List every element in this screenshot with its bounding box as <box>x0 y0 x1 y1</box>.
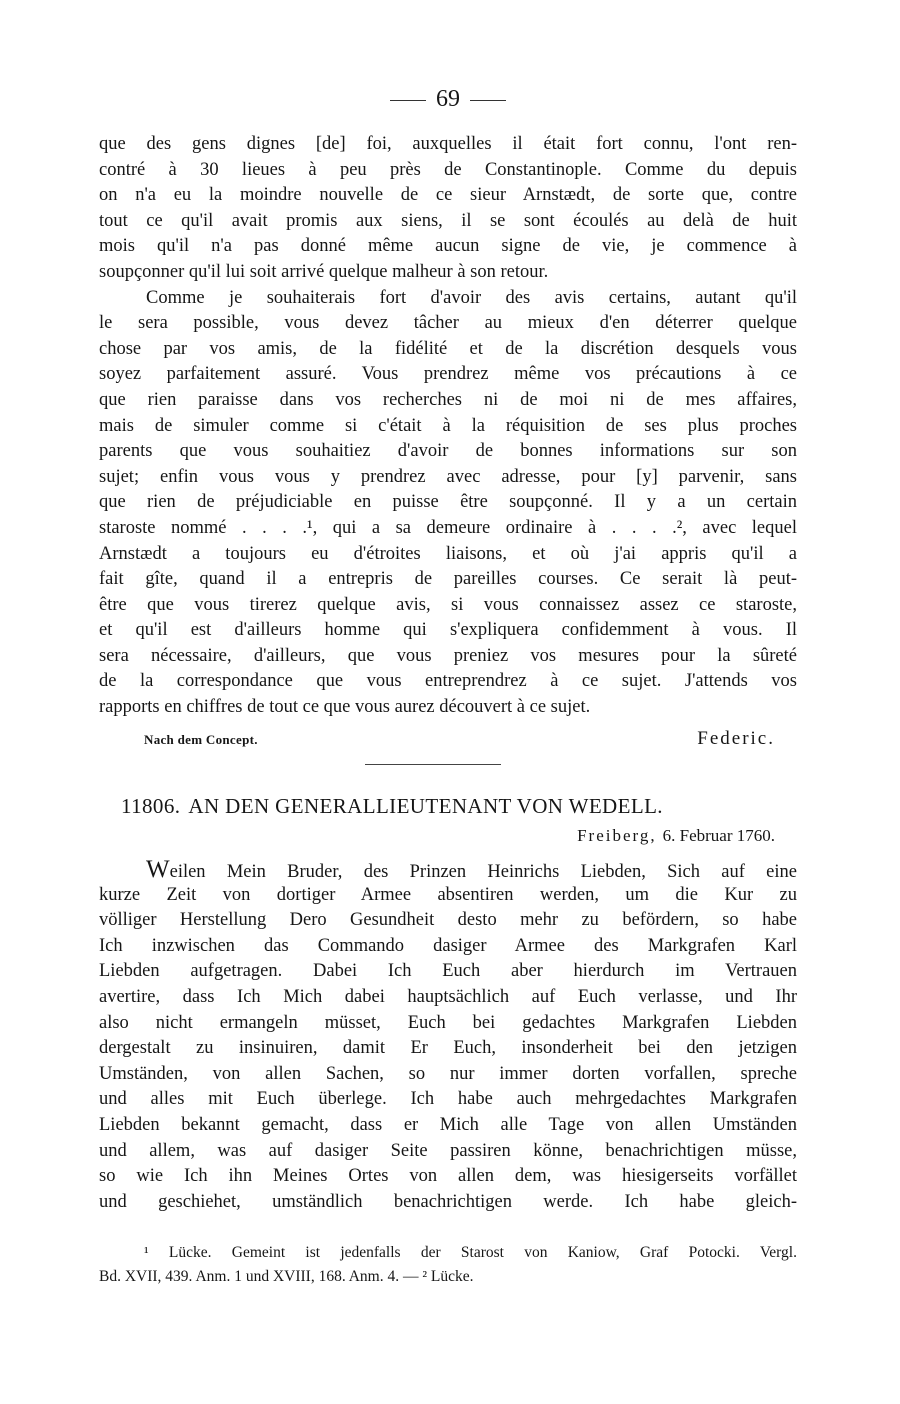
text-line: staroste nommé . . . .¹, qui a sa demeure ordinaire à . . . .², avec lequel <box>99 517 797 538</box>
text-line: avertire, dass Ich Mich dabei hauptsächlich auf Euch verlasse, und Ihr <box>99 986 797 1007</box>
letter-number: 11806. <box>121 794 181 818</box>
footnotes <box>99 1241 797 1289</box>
text-line: mois qu'il n'a pas donné même aucun signe de vie, je commence à <box>99 236 797 257</box>
text-line: Umständen, von allen Sachen, so nur immer dorten vorfallen, spreche <box>99 1063 797 1084</box>
text-line: chose par vos amis, de la fidélité et de la discrétion desquels vous <box>99 338 797 359</box>
source-note: Nach dem Concept. <box>144 732 258 747</box>
text-line: völliger Herstellung Dero Gesundheit desto mehr zu befördern, so habe <box>99 910 797 931</box>
text-line: sujet; enfin vous vous y prendrez avec adresse, pour [y] parvenir, sans <box>99 466 797 487</box>
text-line: also nicht ermangeln müsset, Euch bei gedachtes Markgrafen Liebden <box>99 1012 797 1033</box>
letter-title: AN DEN GENERALLIEUTENANT VON WEDELL. <box>188 794 663 818</box>
dateline <box>577 826 775 846</box>
text-line: kurze Zeit von dortiger Armee absentiren werden, um die Kur zu <box>99 884 797 905</box>
text-line: être que vous tirerez quelque avis, si vous connaissez assez ce staroste, <box>99 594 797 615</box>
first-line-text: eilen Mein Bruder, des Prinzen Heinrichs Liebden, Sich auf eine <box>169 862 797 882</box>
text-line: rapports en chiffres de tout ce que vous aurez découvert à ce sujet. <box>99 697 591 718</box>
letter-french-body <box>99 132 797 721</box>
text-line: und alles mit Euch überlege. Ich habe auch mehrgedachtes Markgrafen <box>99 1089 797 1110</box>
letter-german-body <box>99 857 797 1215</box>
dateline-date: 6. Februar 1760. <box>662 826 775 845</box>
text-line-first <box>99 857 797 883</box>
text-line: tout ce qu'il avait promis aux siens, il se sont écoulés au delà de huit <box>99 210 797 231</box>
text-line: le sera possible, vous devez tâcher au mieux d'en déterrer quelque <box>99 313 797 334</box>
text-line: que rien paraisse dans vos recherches ni de moi ni de mes affaires, <box>99 389 797 410</box>
header-dash-right <box>470 100 506 101</box>
text-line: soupçonner qu'il lui soit arrivé quelque malheur à son retour. <box>99 261 549 282</box>
drop-cap: W <box>146 857 170 883</box>
text-line: und geschiehet, umständlich benachrichtigen werde. Ich habe gleich- <box>99 1191 797 1212</box>
text-line: Comme je souhaiterais fort d'avoir des avis certains, autant qu'il <box>146 287 797 308</box>
footnote-line: Bd. XVII, 439. Anm. 1 und XVIII, 168. Anm. 4. — ² Lücke. <box>99 1268 474 1285</box>
header-dash-left <box>390 100 426 101</box>
dateline-place: Freiberg, <box>577 826 657 845</box>
text-line: soyez parfaitement assuré. Vous prendrez même vos précautions à ce <box>99 364 797 385</box>
text-line: que des gens dignes [de] foi, auxquelles il était fort connu, l'ont ren- <box>99 134 797 154</box>
letter-heading <box>121 794 663 819</box>
page-number: 69 <box>436 86 460 112</box>
section-divider <box>365 764 501 765</box>
page-header <box>99 84 797 114</box>
text-line: und allem, was auf dasiger Seite passiren könne, benachrichtigen müsse, <box>99 1140 797 1161</box>
text-line: Liebden bekannt gemacht, dass er Mich alle Tage von allen Umständen <box>99 1114 797 1135</box>
text-line: de la correspondance que vous entreprendrez à ce sujet. J'attends vos <box>99 671 797 692</box>
text-line: contré à 30 lieues à peu près de Constantinople. Comme du depuis <box>99 159 797 180</box>
footnote-line: ¹ Lücke. Gemeint ist jedenfalls der Starost von Kaniow, Graf Potocki. Vergl. <box>144 1244 797 1261</box>
text-line: Liebden aufgetragen. Dabei Ich Euch aber hierdurch im Vertrauen <box>99 961 797 982</box>
text-line: sera nécessaire, d'ailleurs, que vous preniez vos mesures pour la sûreté <box>99 645 797 666</box>
text-line: fait gîte, quand il a entrepris de pareilles courses. Ce serait là peut- <box>99 569 797 590</box>
text-line: so wie Ich ihn Meines Ortes von allen dem, was hiesigerseits vorfället <box>99 1166 797 1187</box>
text-line: que rien de préjudiciable en puisse être soupçonné. Il y a un certain <box>99 492 797 513</box>
text-line: Arnstædt a toujours eu d'étroites liaisons, et où j'ai appris qu'il a <box>99 543 797 564</box>
text-line: parents que vous souhaitiez d'avoir de bonnes informations sur son <box>99 441 797 462</box>
text-line: Ich inzwischen das Commando dasiger Armee des Markgrafen Karl <box>99 935 797 956</box>
letter-closing <box>99 728 797 754</box>
text-line: dergestalt zu insinuiren, damit Er Euch, insonderheit bei den jetzigen <box>99 1038 797 1059</box>
text-line: et qu'il est d'ailleurs homme qui s'expliquera confidemment à vous. Il <box>99 620 797 641</box>
text-line: mais de simuler comme si c'était à la réquisition de ses plus proches <box>99 415 797 436</box>
text-line: on n'a eu la moindre nouvelle de ce sieur Arnstædt, de sorte que, contre <box>99 185 797 206</box>
signature: Federic. <box>697 728 775 749</box>
